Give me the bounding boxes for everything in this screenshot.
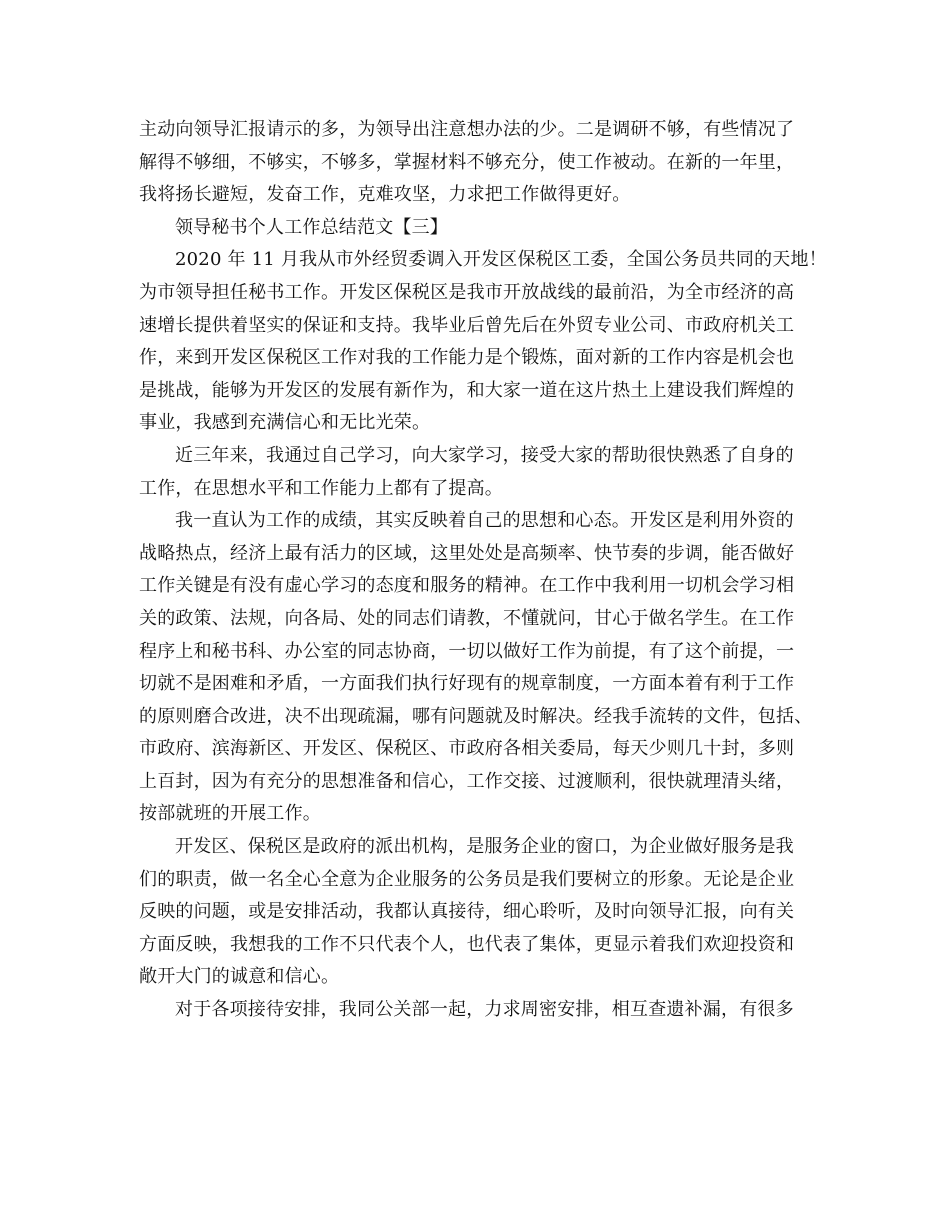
text-line-19: 的原则磨合改进，决不出现疏漏，哪有问题就及时解决。经我手流转的文件，包括、 bbox=[139, 705, 813, 727]
text-line-9: 是挑战，能够为开发区的发展有新作为，和大家一道在这片热土上建设我们辉煌的 bbox=[139, 379, 795, 401]
section-heading: 领导秘书个人工作总结范文【三】 bbox=[175, 216, 448, 238]
text-line-25: 反映的问题，或是安排活动，我都认真接待，细心聆听，及时向领导汇报，向有关 bbox=[139, 901, 795, 923]
text-line-2: 解得不够细，不够实，不够多，掌握材料不够充分，使工作被动。在新的一年里， bbox=[139, 151, 795, 173]
text-line-23: 开发区、保税区是政府的派出机构，是服务企业的窗口，为企业做好服务是我 bbox=[175, 836, 794, 858]
text-line-5: 2020 年 11 月我从市外经贸委调入开发区保税区工委，全国公务员共同的天地！ bbox=[175, 249, 827, 271]
text-line-15: 工作关键是有没有虚心学习的态度和服务的精神。在工作中我利用一切机会学习相 bbox=[139, 575, 795, 597]
text-line-16: 关的政策、法规，向各局、处的同志们请教，不懂就问，甘心于做名学生。在工作 bbox=[139, 607, 795, 629]
text-line-6: 为市领导担任秘书工作。开发区保税区是我市开放战线的最前沿，为全市经济的高 bbox=[139, 281, 795, 303]
text-line-8: 作，来到开发区保税区工作对我的工作能力是个锻炼，面对新的工作内容是机会也 bbox=[139, 347, 795, 369]
text-line-24: 们的职责，做一名全心全意为企业服务的公务员是我们要树立的形象。无论是企业 bbox=[139, 868, 795, 890]
text-line-21: 上百封，因为有充分的思想准备和信心，工作交接、过渡顺利，很快就理清头绪， bbox=[139, 770, 795, 792]
text-line-20: 市政府、滨海新区、开发区、保税区、市政府各相关委局，每天少则几十封，多则 bbox=[139, 738, 795, 760]
text-line-10: 事业，我感到充满信心和无比光荣。 bbox=[139, 412, 431, 434]
text-line-3: 我将扬长避短，发奋工作，克难攻坚，力求把工作做得更好。 bbox=[139, 184, 631, 206]
text-line-18: 切就不是困难和矛盾，一方面我们执行好现有的规章制度，一方面本着有利于工作 bbox=[139, 673, 795, 695]
text-line-28: 对于各项接待安排，我同公关部一起，力求周密安排，相互查遗补漏，有很多 bbox=[175, 999, 794, 1021]
text-line-22: 按部就班的开展工作。 bbox=[139, 803, 321, 825]
text-line-7: 速增长提供着坚实的保证和支持。我毕业后曾先后在外贸专业公司、市政府机关工 bbox=[139, 314, 795, 336]
text-line-26: 方面反映，我想我的工作不只代表个人，也代表了集体，更显示着我们欢迎投资和 bbox=[139, 933, 795, 955]
text-line-11: 近三年来，我通过自己学习，向大家学习，接受大家的帮助很快熟悉了自身的 bbox=[175, 444, 794, 466]
text-line-12: 工作，在思想水平和工作能力上都有了提高。 bbox=[139, 477, 503, 499]
text-line-27: 敞开大门的诚意和信心。 bbox=[139, 966, 340, 988]
document-body bbox=[139, 114, 829, 1027]
text-line-17: 程序上和秘书科、办公室的同志协商，一切以做好工作为前提，有了这个前提，一 bbox=[139, 640, 795, 662]
text-line-13: 我一直认为工作的成绩，其实反映着自己的思想和心态。开发区是利用外资的 bbox=[175, 510, 794, 532]
text-line-1: 主动向领导汇报请示的多，为领导出注意想办法的少。二是调研不够，有些情况了 bbox=[139, 119, 795, 140]
text-line-14: 战略热点，经济上最有活力的区域，这里处处是高频率、快节奏的步调，能否做好 bbox=[139, 542, 795, 564]
